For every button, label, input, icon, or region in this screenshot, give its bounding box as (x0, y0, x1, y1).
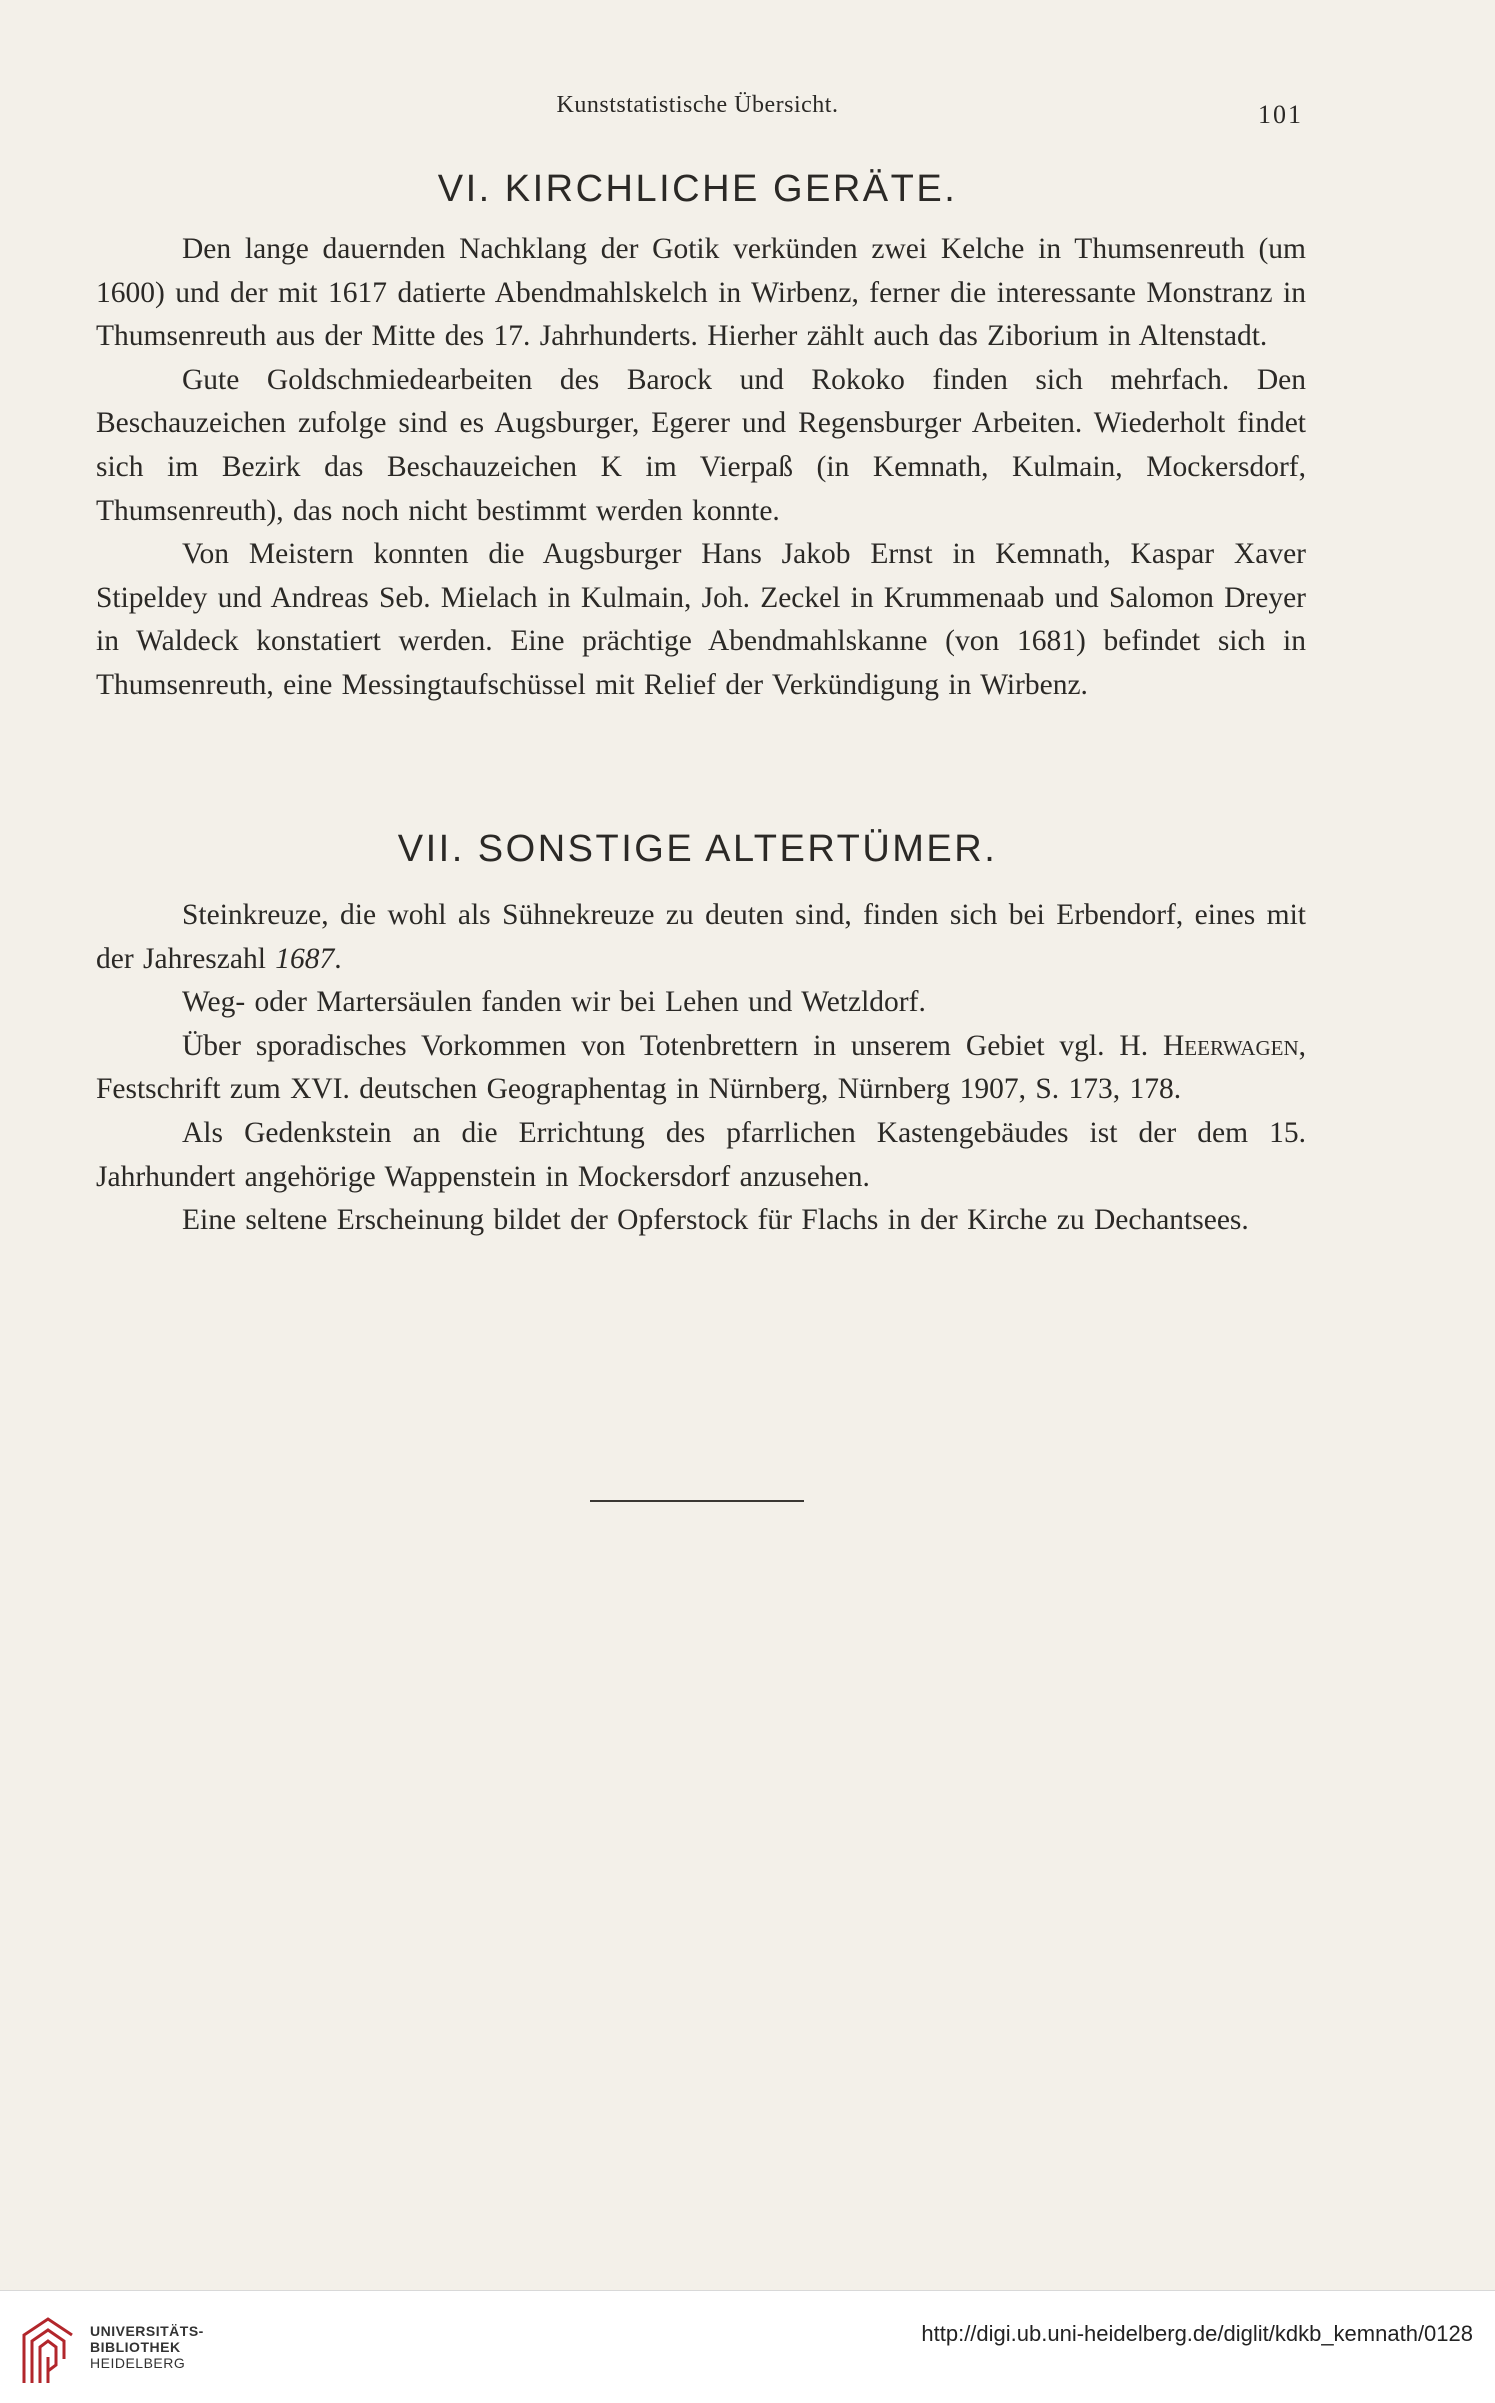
paragraph (96, 1025, 1306, 1112)
paragraph: Weg- oder Martersäulen fanden wir bei Lehen und Wetzldorf. (182, 986, 926, 1019)
page-number: 101 (1258, 100, 1303, 129)
author-name: Heerwagen (1163, 1029, 1299, 1062)
library-name-line: BIBLIOTHEK (90, 2339, 181, 2355)
library-name-line: UNIVERSITÄTS- (90, 2323, 204, 2339)
paragraph: Als Gedenkstein an die Errichtung des pfarrlichen Kastengebäudes ist der dem 15. Jahrhundert angehörige Wappenstein in Mockersdorf anzusehen. (96, 1116, 1306, 1193)
paragraph: Von Meistern konnten die Augsburger Hans Jakob Ernst in Kemnath, Kaspar Xaver Stipeldey und Andreas Seb. Mielach in Kulmain, Joh. Zeckel in Krummenaab und Salomon Dreyer in Waldeck konstatiert werden. Eine prächtige Abendmahlskanne (von 1681) befindet sich in Thumsenreuth, eine Messingtaufschüssel mit Relief der Verkündigung in Wirbenz. (96, 538, 1306, 701)
university-library-logo-icon (18, 2313, 78, 2389)
paragraph-text: Über sporadisches Vorkommen von Totenbrettern in unserem Gebiet vgl. H. (182, 1029, 1163, 1062)
end-rule (590, 1500, 804, 1502)
section-heading-sonstige-altertuemer: VII. SONSTIGE ALTERTÜMER. (397, 828, 998, 870)
paragraph-text: Steinkreuze, die wohl als Sühnekreuze zu deuten sind, finden sich bei Erbendorf, eines mit der Jahreszahl (96, 899, 1306, 975)
library-name-line: HEIDELBERG (90, 2355, 186, 2371)
paragraph: Den lange dauernden Nachklang der Gotik verkünden zwei Kelche in Thumsenreuth (um 1600) und der mit 1617 datierte Abendmahlskelch in Wirbenz, ferner die interessante Monstranz in Thumsenreuth aus der Mitte des 17. Jahrhunderts. Hierher zählt auch das Ziborium in Altenstadt. (96, 233, 1306, 353)
punctuation: . (334, 942, 342, 975)
year-figure: 1687 (275, 942, 335, 975)
paragraph-text: , Festschrift zum XVI. deutschen Geographentag in Nürnberg, Nürnberg 1907, S. 173, 178. (96, 1029, 1306, 1106)
library-name (90, 2323, 204, 2371)
paragraph (96, 894, 1306, 981)
source-url-link[interactable]: http://digi.ub.uni-heidelberg.de/diglit/kdkb_kemnath/0128 (921, 2321, 1473, 2346)
paragraph: Gute Goldschmiedearbeiten des Barock und Rokoko finden sich mehrfach. Den Beschauzeichen zufolge sind es Augsburger, Egerer und Regensburger Arbeiten. Wiederholt findet sich im Bezirk das Beschauzeichen K im Vierpaß (in Kemnath, Kulmain, Mockersdorf, Thumsenreuth), das noch nicht bestimmt werden konnte. (96, 363, 1306, 527)
section-body-kirchliche-geraete (96, 228, 1306, 708)
paragraph: Eine seltene Erscheinung bildet der Opferstock für Flachs in der Kirche zu Dechantsees. (182, 1204, 1249, 1237)
digitization-footer (0, 2290, 1495, 2403)
section-heading-kirchliche-geraete: VI. KIRCHLICHE GERÄTE. (437, 168, 958, 210)
running-title: Kunststatistische Übersicht. (556, 92, 839, 118)
section-body-sonstige-altertuemer (96, 894, 1306, 1243)
